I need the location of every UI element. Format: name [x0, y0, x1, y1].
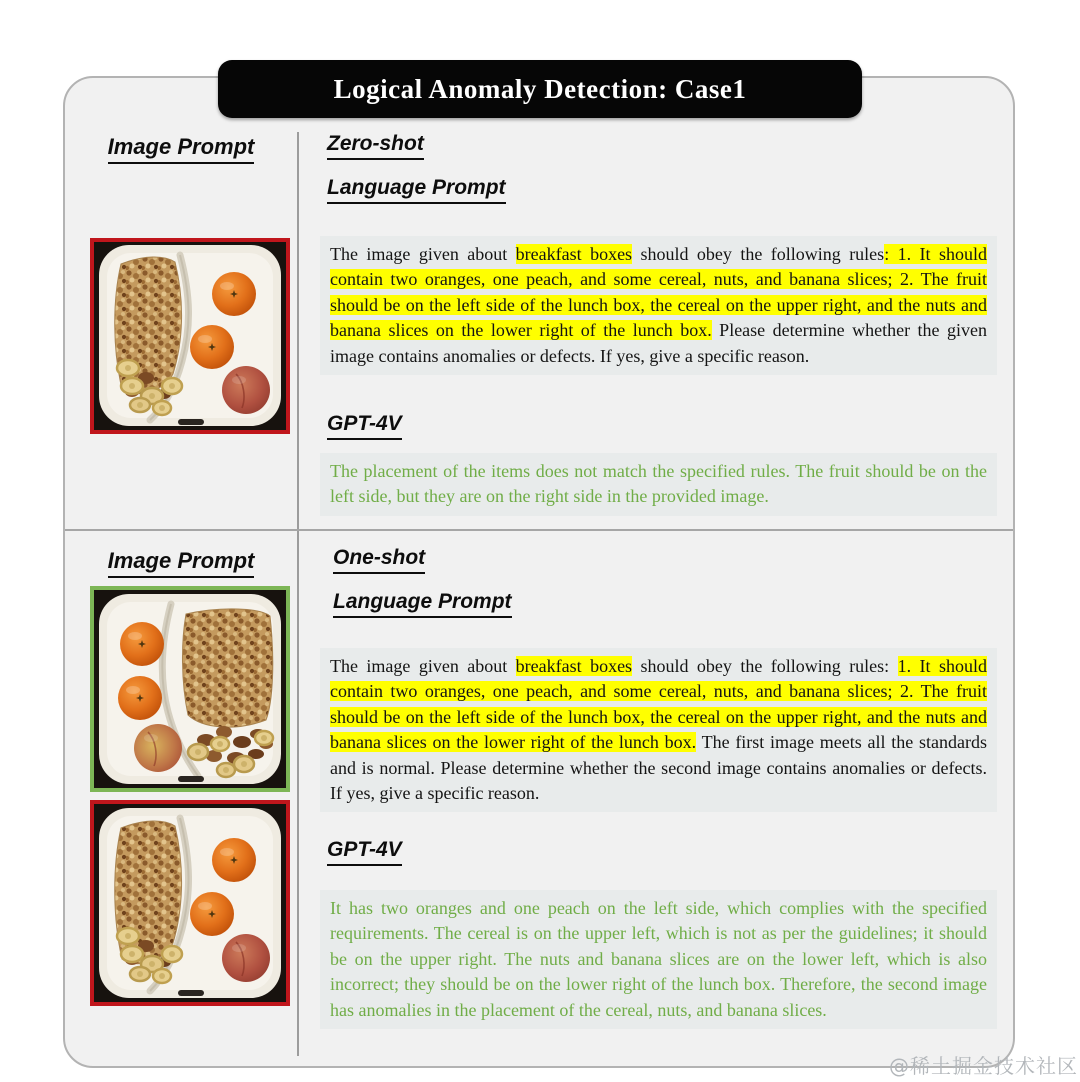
page-title: Logical Anomaly Detection: Case1 [333, 73, 747, 104]
column-divider [297, 132, 299, 1056]
section-divider [65, 529, 1013, 531]
peach [222, 366, 270, 414]
zero-shot-image-prompt-heading: Image Prompt [65, 134, 297, 164]
orange-1 [120, 622, 164, 666]
one-shot-language-prompt-heading: Language Prompt [333, 590, 512, 618]
breakfast-box-image-one-shot-query [90, 800, 290, 1006]
breakfast-box-illustration [94, 804, 286, 1002]
peach [222, 934, 270, 982]
one-shot-gpt4v-heading: GPT-4V [327, 838, 402, 866]
zero-shot-gpt4v-heading: GPT-4V [327, 412, 402, 440]
peach [134, 724, 182, 772]
one-shot-language-prompt-text: The image given about breakfast boxes should obey the following rules: 1. It should contain two oranges, one peach, and some cereal, nuts, and banana slices; 2. The fruit should be on the left side of the lunch box, the cereal on the upper right, and the nuts and banana slices on the lower right of the lunch box. The first image meets all the standards and is normal. Please determine whether the second image contains anomalies or defects. If yes, give a specific reason. [320, 648, 997, 812]
orange-1 [212, 838, 256, 882]
breakfast-box-illustration [94, 590, 286, 788]
zero-shot-language-prompt-text: The image given about breakfast boxes should obey the following rules: 1. It should contain two oranges, one peach, and some cereal, nuts, and banana slices; 2. The fruit should be on the left side of the lunch box, the cereal on the upper right, and the nuts and banana slices on the lower right of the lunch box. Please determine whether the given image contains anomalies or defects. If yes, give a specific reason. [320, 236, 997, 375]
zero-shot-language-prompt-heading: Language Prompt [327, 176, 506, 204]
figure-panel [63, 73, 1015, 1068]
orange-2 [190, 325, 234, 369]
one-shot-gpt4v-response: It has two oranges and one peach on the left side, which complies with the specified requirements. The cereal is on the upper left, which is not as per the guidelines; it should be on the upper right. The nuts and banana slices are on the lower left, which is also incorrect; they should be on the lower right of the lunch box. Therefore, the second image has anomalies in the placement of the cereal, nuts, and banana slices. [320, 890, 997, 1029]
breakfast-box-illustration [94, 242, 286, 430]
orange-2 [118, 676, 162, 720]
breakfast-box-image-one-shot-reference [90, 586, 290, 792]
one-shot-image-prompt-heading: Image Prompt [65, 548, 297, 578]
orange-1 [212, 272, 256, 316]
watermark: @稀土掘金技术社区 [889, 1054, 1078, 1078]
orange-2 [190, 892, 234, 936]
breakfast-box-image-zero-shot-query [90, 238, 290, 434]
one-shot-heading: One-shot [333, 546, 425, 574]
zero-shot-heading: Zero-shot [327, 132, 424, 160]
title-banner [218, 60, 862, 118]
zero-shot-gpt4v-response: The placement of the items does not match the specified rules. The fruit should be on the left side, but they are on the right side in the provided image. [320, 453, 997, 516]
